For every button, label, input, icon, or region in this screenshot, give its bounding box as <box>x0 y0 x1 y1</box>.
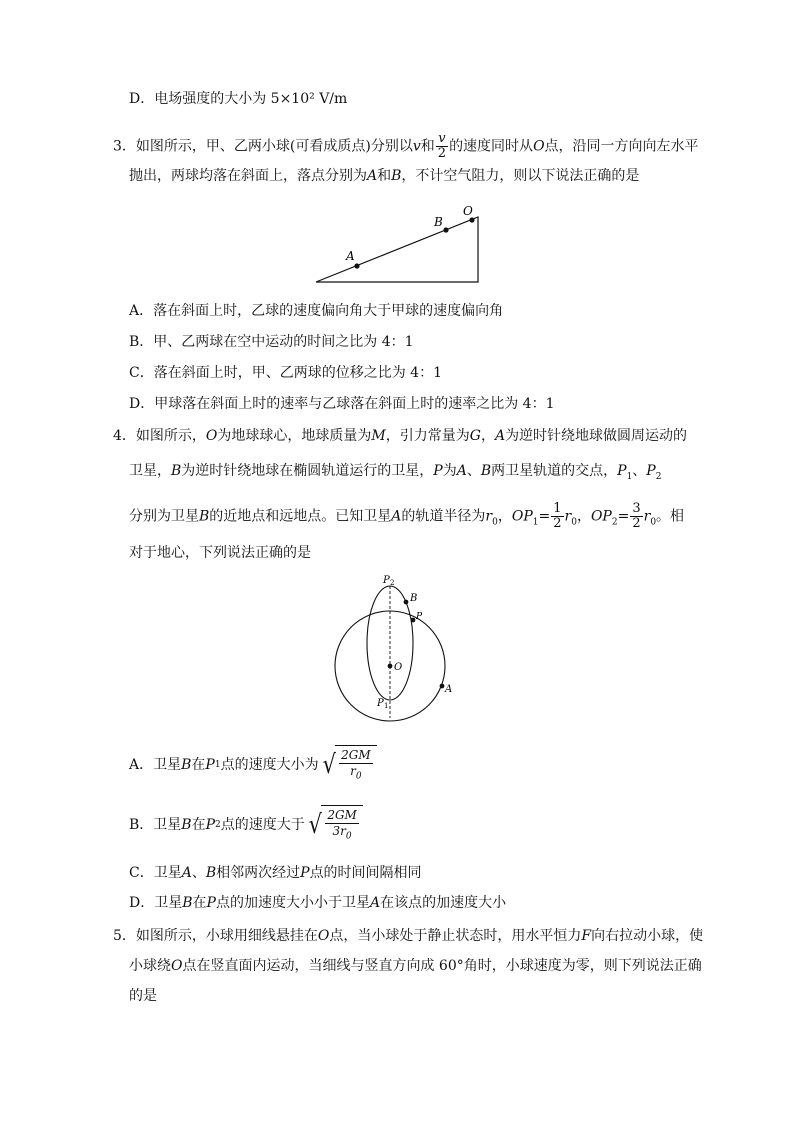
q4-stem-line3: 分别为卫星B的近地点和远地点。已知卫星A的轨道半径为$r_0$，$OP_1=$ $\frac{1}{2}$ $r_0$，$OP_2=$ $\frac{3}{2}$ $r_0$。相 <box>129 501 685 531</box>
fig-label-o: O <box>463 204 473 218</box>
q3-option-b: B．甲、乙两球在空中运动的时间之比为 4：1 <box>129 334 414 350</box>
fraction-v-over-2: $\frac{v}{2}$ <box>437 131 447 161</box>
q3-stem-line1: 3．如图所示，甲、乙两小球(可看成质点)分别以v和 $\frac{v}{2}$ 的速度同时从O点，沿同一方向向左水平 <box>113 131 699 161</box>
question-number: 4． <box>113 428 136 444</box>
q4-stem-line2: 卫星，B为逆时针绕地球在椭圆轨道运行的卫星，P为A、B两卫星轨道的交点，$P_1$、$P_2$ <box>129 463 662 482</box>
q4-option-b: B．卫星 B 在 P 2 点的速度大于 √ 2GM $3r_0$ <box>129 803 363 847</box>
sqrt-2gm-over-3r0: √ 2GM $3r_0$ <box>307 805 363 845</box>
orbit-figure <box>320 572 470 722</box>
q4-option-a: A．卫星 B 在 P 1 点的速度大小为 √ 2GM $r_0$ <box>129 743 377 787</box>
fig-label-a: A <box>445 684 453 695</box>
q5-stem-line1: 5．如图所示，小球用细线悬挂在O点，当小球处于静止状态时，用水平恒力F向右拉动小球，使 <box>113 928 704 944</box>
fig-label-p: P <box>416 612 423 622</box>
q3-option-a: A．落在斜面上时，乙球的速度偏向角大于甲球的速度偏向角 <box>129 303 504 319</box>
sqrt-2gm-over-r0: √ 2GM $r_0$ <box>321 745 377 785</box>
fig-label-b: B <box>434 215 443 229</box>
question-number: 3． <box>113 138 136 155</box>
fig-label-o: O <box>394 662 403 673</box>
q5-stem-line2: 小球绕O点在竖直面内运动，当细线与竖直方向成 60°角时，小球速度为零，则下列说法正确 <box>129 958 702 974</box>
q4-stem-line1: 4．如图所示，O为地球球心，地球质量为M，引力常量为G，A为逆时针绕地球做圆周运动的 <box>113 428 688 444</box>
svg-text:2: 2 <box>390 579 395 587</box>
q4-option-d: D．卫星B在P点的加速度大小小于卫星A在该点的加速度大小 <box>129 895 507 911</box>
fig-label-p2: P <box>383 575 390 586</box>
incline-figure <box>300 200 500 290</box>
fig-label-b: B <box>410 593 418 604</box>
fig-label-a: A <box>346 249 355 263</box>
question-number: 5． <box>113 928 136 944</box>
q5-stem-line3: 的是 <box>129 988 157 1004</box>
q4-stem-line4: 对于地心，下列说法正确的是 <box>129 545 311 561</box>
q4-option-c: C．卫星A、B相邻两次经过P点的时间间隔相同 <box>129 865 422 881</box>
q3-option-c: C．落在斜面上时，甲、乙两球的位移之比为 4：1 <box>129 365 442 381</box>
q2-option-d: D．电场强度的大小为 5×10² V/m <box>129 91 348 107</box>
svg-text:1: 1 <box>384 702 389 710</box>
fig-label-p1: P <box>377 698 384 709</box>
q3-stem-line2: 抛出，两球均落在斜面上，落点分别为A和B，不计空气阻力，则以下说法正确的是 <box>129 168 640 184</box>
q3-option-d: D．甲球落在斜面上时的速率与乙球落在斜面上时的速率之比为 4：1 <box>129 396 555 412</box>
